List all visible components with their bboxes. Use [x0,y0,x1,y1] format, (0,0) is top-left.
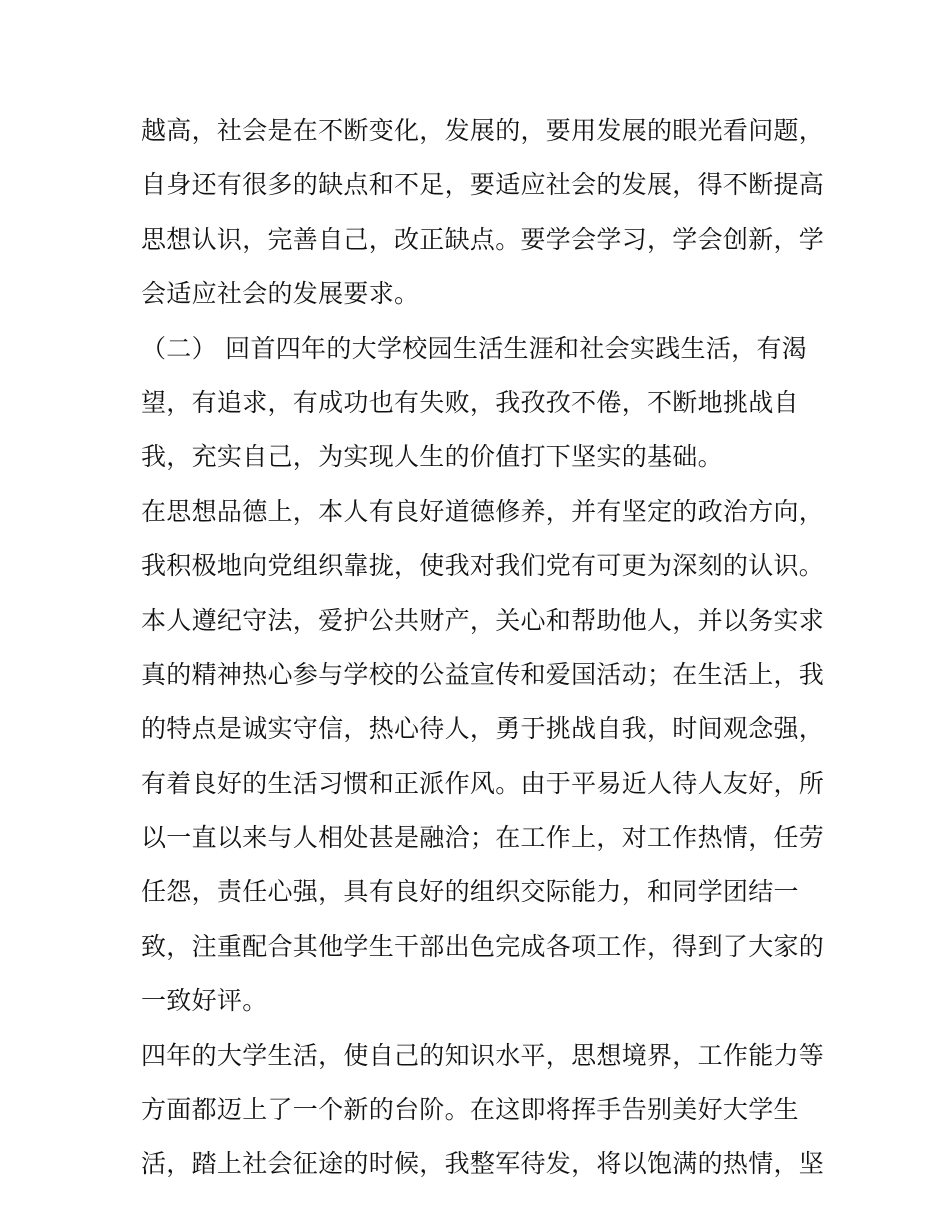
text-line: 以一直以来与人相处甚是融洽；在工作上，对工作热情，任劳 [141,823,825,853]
section-heading-line: （二） 回首四年的大学校园生活生涯和社会实践生活，有渴 [141,333,808,363]
text-line: 在思想品德上，本人有良好道德修养，并有坚定的政治方向， [141,496,825,526]
text-line: 本人遵纪守法，爱护公共财产，关心和帮助他人，并以务实求 [141,605,825,635]
text-line: 活，踏上社会征途的时候，我整军待发，将以饱满的热情，坚 [141,1149,825,1179]
text-line: 一致好评。 [141,986,268,1016]
text-line: 真的精神热心参与学校的公益宣传和爱国活动；在生活上，我 [141,659,825,689]
text-line: 四年的大学生活，使自己的知识水平，思想境界，工作能力等 [141,1040,825,1070]
text-line: 的特点是诚实守信，热心待人，勇于挑战自我，时间观念强， [141,714,825,744]
text-line: 任怨，责任心强，具有良好的组织交际能力，和同学团结一 [141,877,799,907]
body-text [141,104,825,1192]
text-line: 望，有追求，有成功也有失败，我孜孜不倦，不断地挑战自 [141,387,799,417]
text-line: 自身还有很多的缺点和不足，要适应社会的发展，得不断提高 [141,170,825,200]
text-line: 思想认识，完善自己，改正缺点。要学会学习，学会创新，学 [141,224,825,254]
text-line: 越高，社会是在不断变化，发展的，要用发展的眼光看问题， [141,116,825,145]
text-line: 有着良好的生活习惯和正派作风。由于平易近人待人友好，所 [141,768,825,798]
text-line: 我，充实自己，为实现人生的价值打下坚实的基础。 [141,442,723,472]
text-line: 致，注重配合其他学生干部出色完成各项工作，得到了大家的 [141,931,825,961]
text-line: 我积极地向党组织靠拢，使我对我们党有可更为深刻的认识。 [141,551,825,581]
text-line: 会适应社会的发展要求。 [141,279,420,309]
text-line: 方面都迈上了一个新的台阶。在这即将挥手告别美好大学生 [141,1095,799,1125]
